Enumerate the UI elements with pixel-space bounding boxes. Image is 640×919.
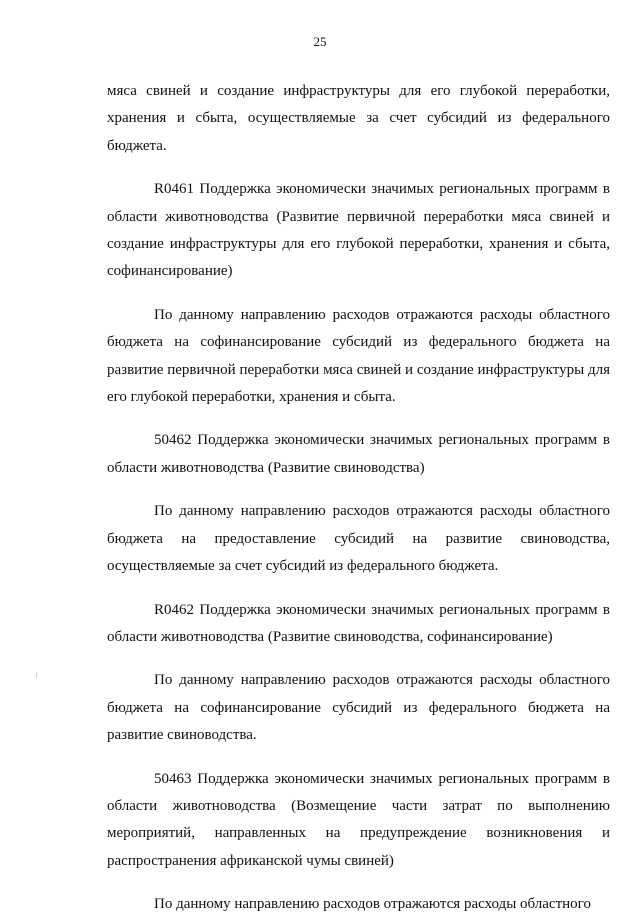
page-number: 25 [313,34,327,49]
paragraph-r0462-heading: R0462 Поддержка экономически значимых региональных программ в области животноводства (Развитие свиноводства, софинансирование) [107,601,610,645]
paragraph-r0461-description: По данному направлению расходов отражаются расходы областного бюджета на софинансирование субсидий из федерального бюджета на развитие первичной переработки мяса свиней и создание инфраструктуры для его глубокой переработки, хранения и сбыта. [107,306,610,406]
paragraph-r0462-description: По данному направлению расходов отражаются расходы областного бюджета на софинансирование субсидий из федерального бюджета на развитие свиноводства. [107,672,610,744]
margin-mark [36,672,37,678]
document-body [107,78,610,919]
paragraph-50463-description: По данному направлению расходов отражаются расходы областного [154,896,591,913]
paragraph-50463-heading: 50463 Поддержка экономически значимых региональных программ в области животноводства (Возмещение части затрат по выполнению мероприятий, направленных на предупреждение возникновения и распространения африканской чумы свиней) [107,770,610,869]
paragraph-continuation: мяса свиней и создание инфраструктуры для его глубокой переработки, хранения и сбыта, осуществляемые за счет субсидий из федерального бюджета. [107,83,610,154]
paragraph-50462-heading: 50462 Поддержка экономически значимых региональных программ в области животноводства (Развитие свиноводства) [107,432,610,476]
paragraph-r0461-heading: R0461 Поддержка экономически значимых региональных программ в области животноводства (Развитие первичной переработки мяса свиней и создание инфраструктуры для его глубокой переработки, хранения и сбыта, софинансирование) [107,181,610,280]
paragraph-50462-description: По данному направлению расходов отражаются расходы областного бюджета на предоставление субсидий на развитие свиноводства, осуществляемые за счет субсидий из федерального бюджета. [107,503,610,575]
